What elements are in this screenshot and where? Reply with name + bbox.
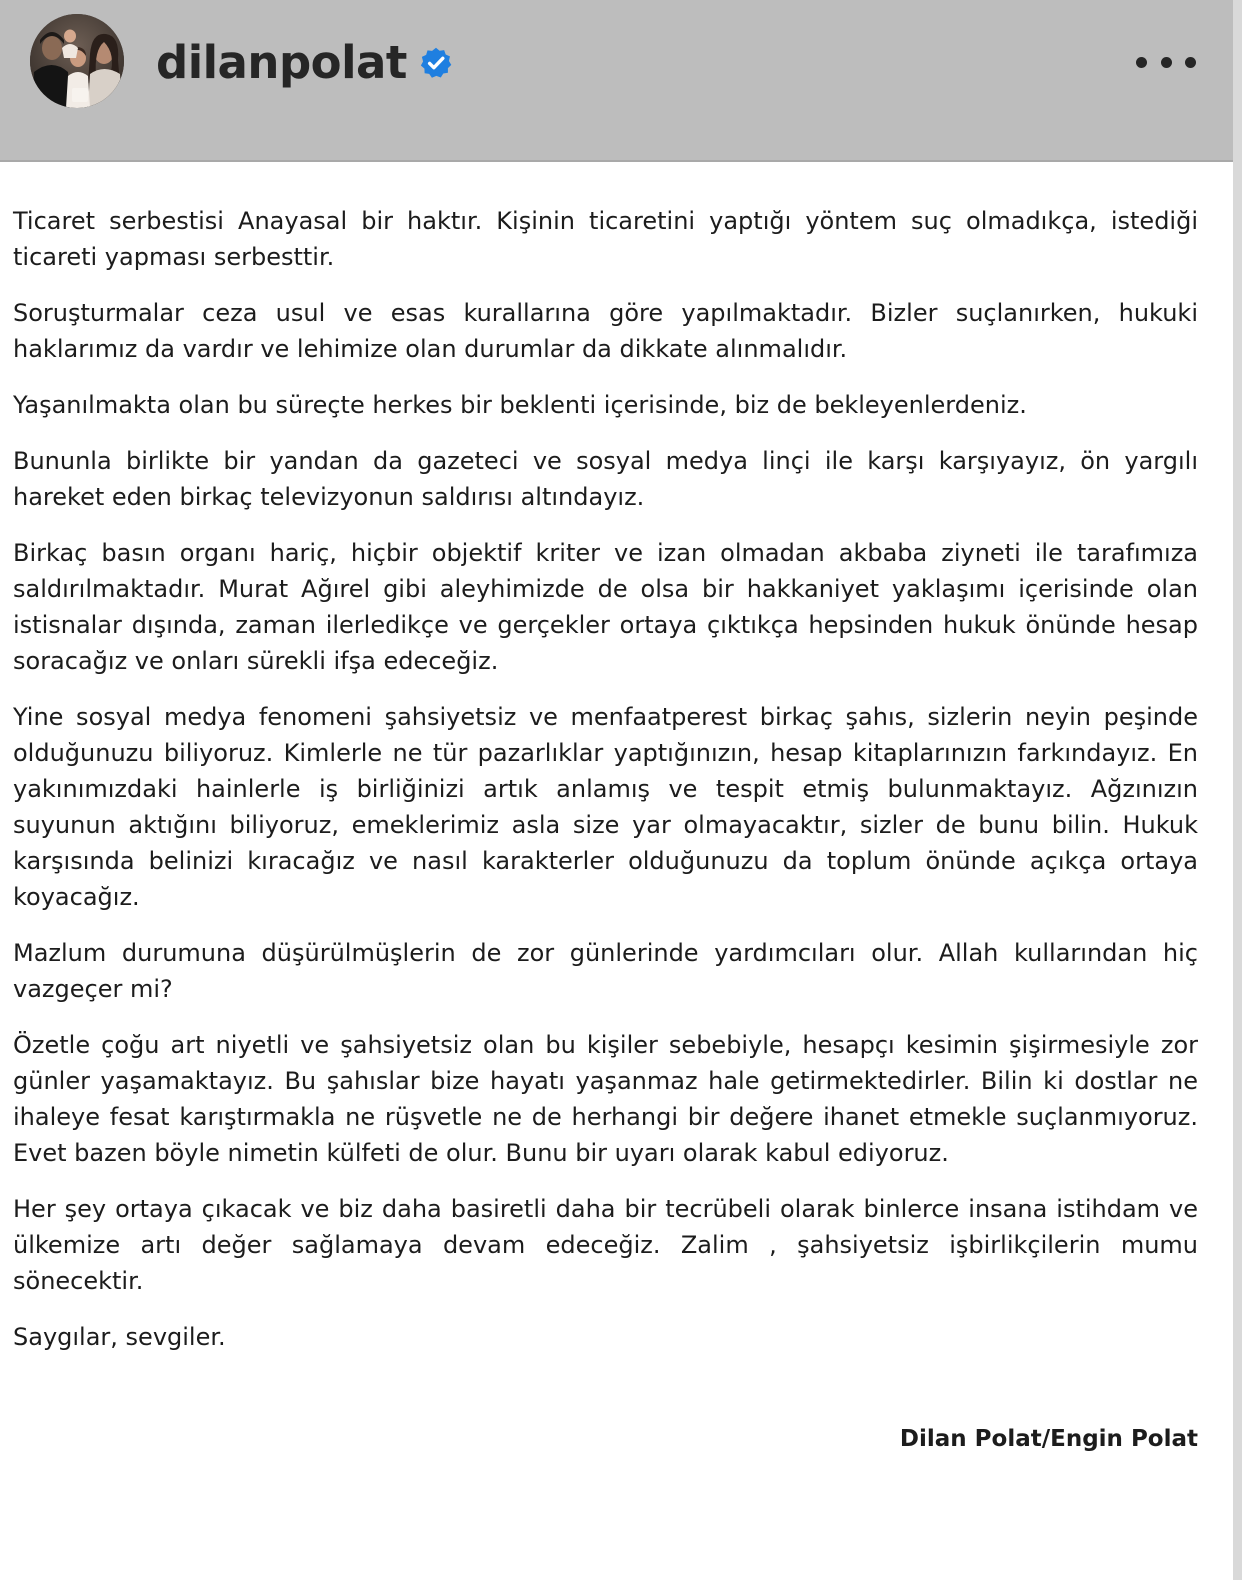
profile-avatar[interactable] xyxy=(30,14,124,108)
more-horizontal-icon xyxy=(1185,57,1196,68)
more-horizontal-icon xyxy=(1161,57,1172,68)
paragraph: Mazlum durumuna düşürülmüşlerin de zor günlerinde yardımcıları olur. Allah kullarından hiç vazgeçer mi? xyxy=(13,939,1198,1003)
paragraph: Yaşanılmakta olan bu süreçte herkes bir beklenti içerisinde, biz de bekleyenlerdeniz. xyxy=(13,391,1027,419)
screen-edge xyxy=(1233,0,1242,1580)
more-horizontal-icon xyxy=(1136,57,1147,68)
username[interactable]: dilanpolat xyxy=(156,36,407,89)
signature: Dilan Polat/Engin Polat xyxy=(899,1426,1198,1452)
paragraph: Bununla birlikte bir yandan da gazeteci ve sosyal medya linçi ile karşı karşıyayız, ön yargılı hareket eden birkaç televizyonun saldırısı altındayız. xyxy=(13,447,1198,511)
verified-badge-icon xyxy=(419,46,453,80)
closing-line: Saygılar, sevgiler. xyxy=(13,1323,226,1351)
paragraph: Birkaç basın organı hariç, hiçbir objektif kriter ve izan olmadan akbaba ziyneti ile tarafımıza saldırılmaktadır. Murat Ağırel gibi aleyhimizde de olsa bir hakkaniyet yaklaşımı içerisinde olan istisnalar dışında, zaman ilerledikçe ve gerçekler ortaya çıktıkça hepsinden hukuk önünde hesap soracağız ve onları sürekli ifşa edeceğiz. xyxy=(13,539,1198,675)
paragraph: Ticaret serbestisi Anayasal bir haktır. Kişinin ticaretini yaptığı yöntem suç olmadıkça, istediği ticareti yapması serbesttir. xyxy=(13,207,1198,271)
more-options-button[interactable] xyxy=(1136,44,1196,80)
paragraph: Soruşturmalar ceza usul ve esas kurallarına göre yapılmaktadır. Bizler suçlanırken, hukuki haklarımız da vardır ve lehimize olan durumlar da dikkate alınmalıdır. xyxy=(13,299,1198,363)
username-row xyxy=(156,32,453,94)
paragraph: Her şey ortaya çıkacak ve biz daha basiretli daha bir tecrübeli olarak binlerce insana istihdam ve ülkemize artı değer sağlamaya devam edeceğiz. Zalim , şahsiyetsiz işbirlikçilerin mumu sönecektir. xyxy=(13,1195,1198,1295)
avatar-photo-icon xyxy=(30,14,124,108)
paragraph: Yine sosyal medya fenomeni şahsiyetsiz ve menfaatperest birkaç şahıs, sizlerin neyin peşinde olduğunuzu biliyoruz. Kimlerle ne tür pazarlıklar yaptığınızın, hesap kitaplarınızın farkındayız. En yakınımızdaki hainlerle iş birliğinizi artık anlamış ve tespit etmiş bulunmaktayız. Ağzınızın suyunun aktığını biliyoruz, emeklerimiz asla size yar olmayacaktır, sizler de bunu bilin. Hukuk karşısında belinizi kıracağız ve nasıl karakterler olduğunuzu da toplum önünde açıkça ortaya koyacağız. xyxy=(13,703,1198,911)
statement-text xyxy=(13,203,1198,1375)
paragraph: Özetle çoğu art niyetli ve şahsiyetsiz olan bu kişiler sebebiyle, hesapçı kesimin şişirmesiyle zor günler yaşamaktayız. Bu şahıslar bize hayatı yaşanmaz hale getirmektedirler. Bilin ki dostlar ne ihaleye fesat karıştırmakla ne rüşvetle ne de herhangi bir değere ihanet etmekle suçlanmıyoruz. Evet bazen böyle nimetin külfeti de olur. Bunu bir uyarı olarak kabul ediyoruz. xyxy=(13,1031,1198,1167)
post-header xyxy=(0,0,1242,162)
